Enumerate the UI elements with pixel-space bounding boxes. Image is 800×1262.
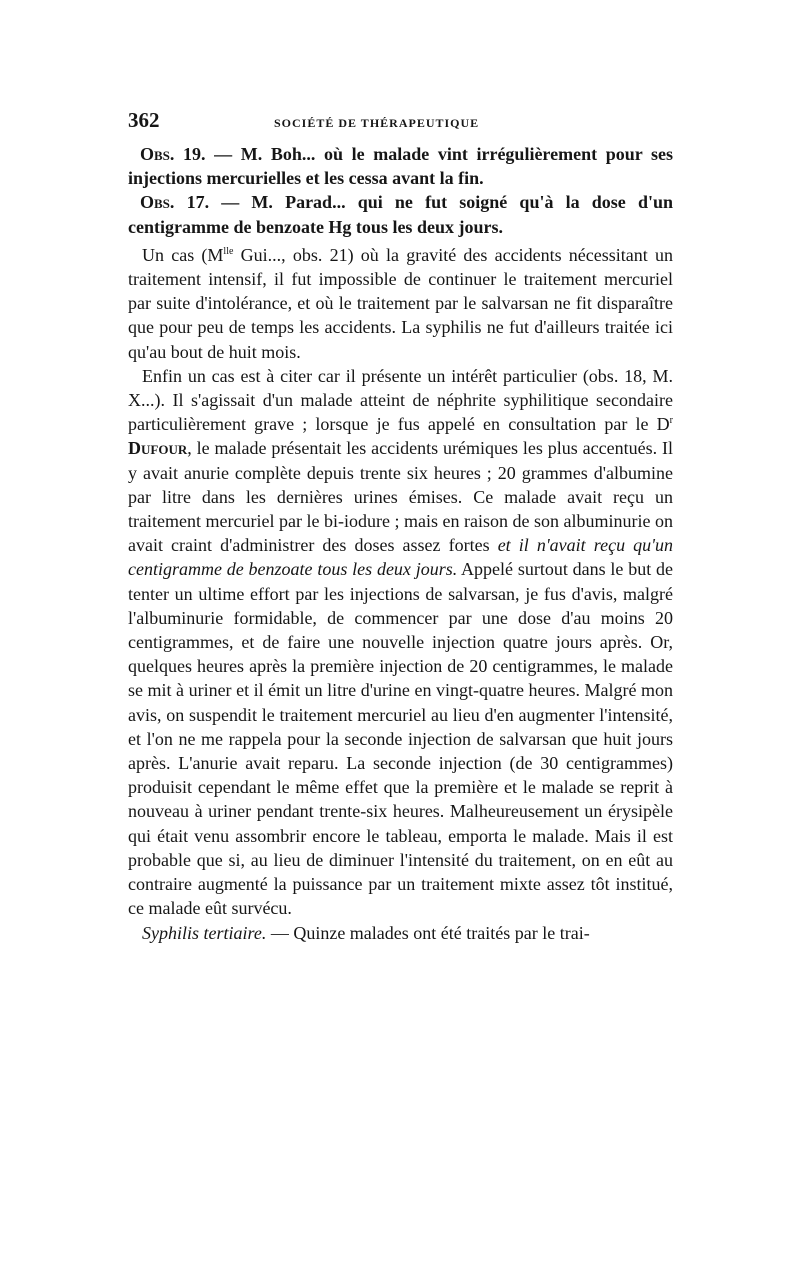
author-name: Dufour	[128, 438, 188, 459]
body-text	[128, 142, 673, 945]
paragraph-tertiary: Syphilis tertiaire. — Quinze malades ont été traités par le trai-	[142, 922, 590, 943]
obs-label: Obs.	[140, 144, 175, 164]
observation-19	[128, 142, 673, 190]
section-heading: Syphilis tertiaire.	[142, 922, 267, 943]
obs-text: 17. — M. Parad... qui ne fut soigné qu'à la dose d'un centigramme de benzoate Hg tous les deux jours.	[128, 192, 673, 237]
italic-emphasis: et il n'avait reçu qu'un centigramme de benzoate tous les deux jours.	[128, 535, 673, 580]
running-header	[128, 108, 673, 142]
observation-17	[128, 190, 673, 238]
page	[128, 108, 673, 945]
paragraph-case-x: Enfin un cas est à citer car il présente un intérêt particulier (obs. 18, M. X...). Il s'agissait d'un malade atteint de néphrite syphilitique secondaire particulièrement grave ; lorsque je fus appelé en consultation par le $D^r$ Dufour, le malade présentait les accidents urémiques les plus accentués. Il y avait anurie complète depuis trente six heures ; 20 grammes d'albumine par litre dans les dernières urines émises. Ce malade avait reçu un traitement mercuriel par le bi-iodure ; mais en raison de son albuminurie on avait craint d'administrer des doses assez fortes et il n'avait reçu qu'un centigramme de benzoate tous les deux jours. Appelé surtout dans le but de tenter un ultime effort par les injections de salvarsan, je fus d'avis, malgré l'albuminurie formidable, de commencer par une dose d'au moins 20 centigrammes, et de faire une nouvelle injection quatre jours après. Or, quelques heures après la première injection de 20 centigrammes, le malade se mit à uriner et il émit un litre d'urine en vingt-quatre heures. Malgré mon avis, on suspendit le traitement mercuriel au lieu d'en augmenter l'intensité, et l'on ne me rappela pour la seconde injection de salvarsan que huit jours après. L'anurie avait reparu. La seconde injection (de 30 centigrammes) produisit cependant le même effet que la première et le malade se reprit à nouveau à uriner pendant trente-six heures. Malheureusement un érysipèle qui était venu assombrir encore le tableau, emporta le malade. Mais il est probable que si, au lieu de diminuer l'intensité du traitement, on en eût au contraire augmenté la puissance par un traitement mixte assez tôt institué, ce malade eût survécu.	[128, 365, 673, 919]
running-title: SOCIÉTÉ DE THÉRAPEUTIQUE	[274, 116, 480, 130]
page-number: 362	[128, 108, 160, 132]
obs-text: 19. — M. Boh... où le malade vint irrégulièrement pour ses injections mercurielles et les cessa avant la fin.	[128, 144, 673, 189]
paragraph-case-gui: Un cas ($M^{lle}$ Gui..., obs. 21) où la gravité des accidents nécessitant un traitement intensif, il fut impossible de continuer le traitement mercuriel par suite d'intolérance, et où le traitement par le salvarsan ne fit disparaître que pour peu de temps les accidents. La syphilis ne fut d'ailleurs traitée ici qu'au bout de huit mois.	[128, 244, 673, 362]
obs-label: Obs.	[140, 192, 175, 213]
